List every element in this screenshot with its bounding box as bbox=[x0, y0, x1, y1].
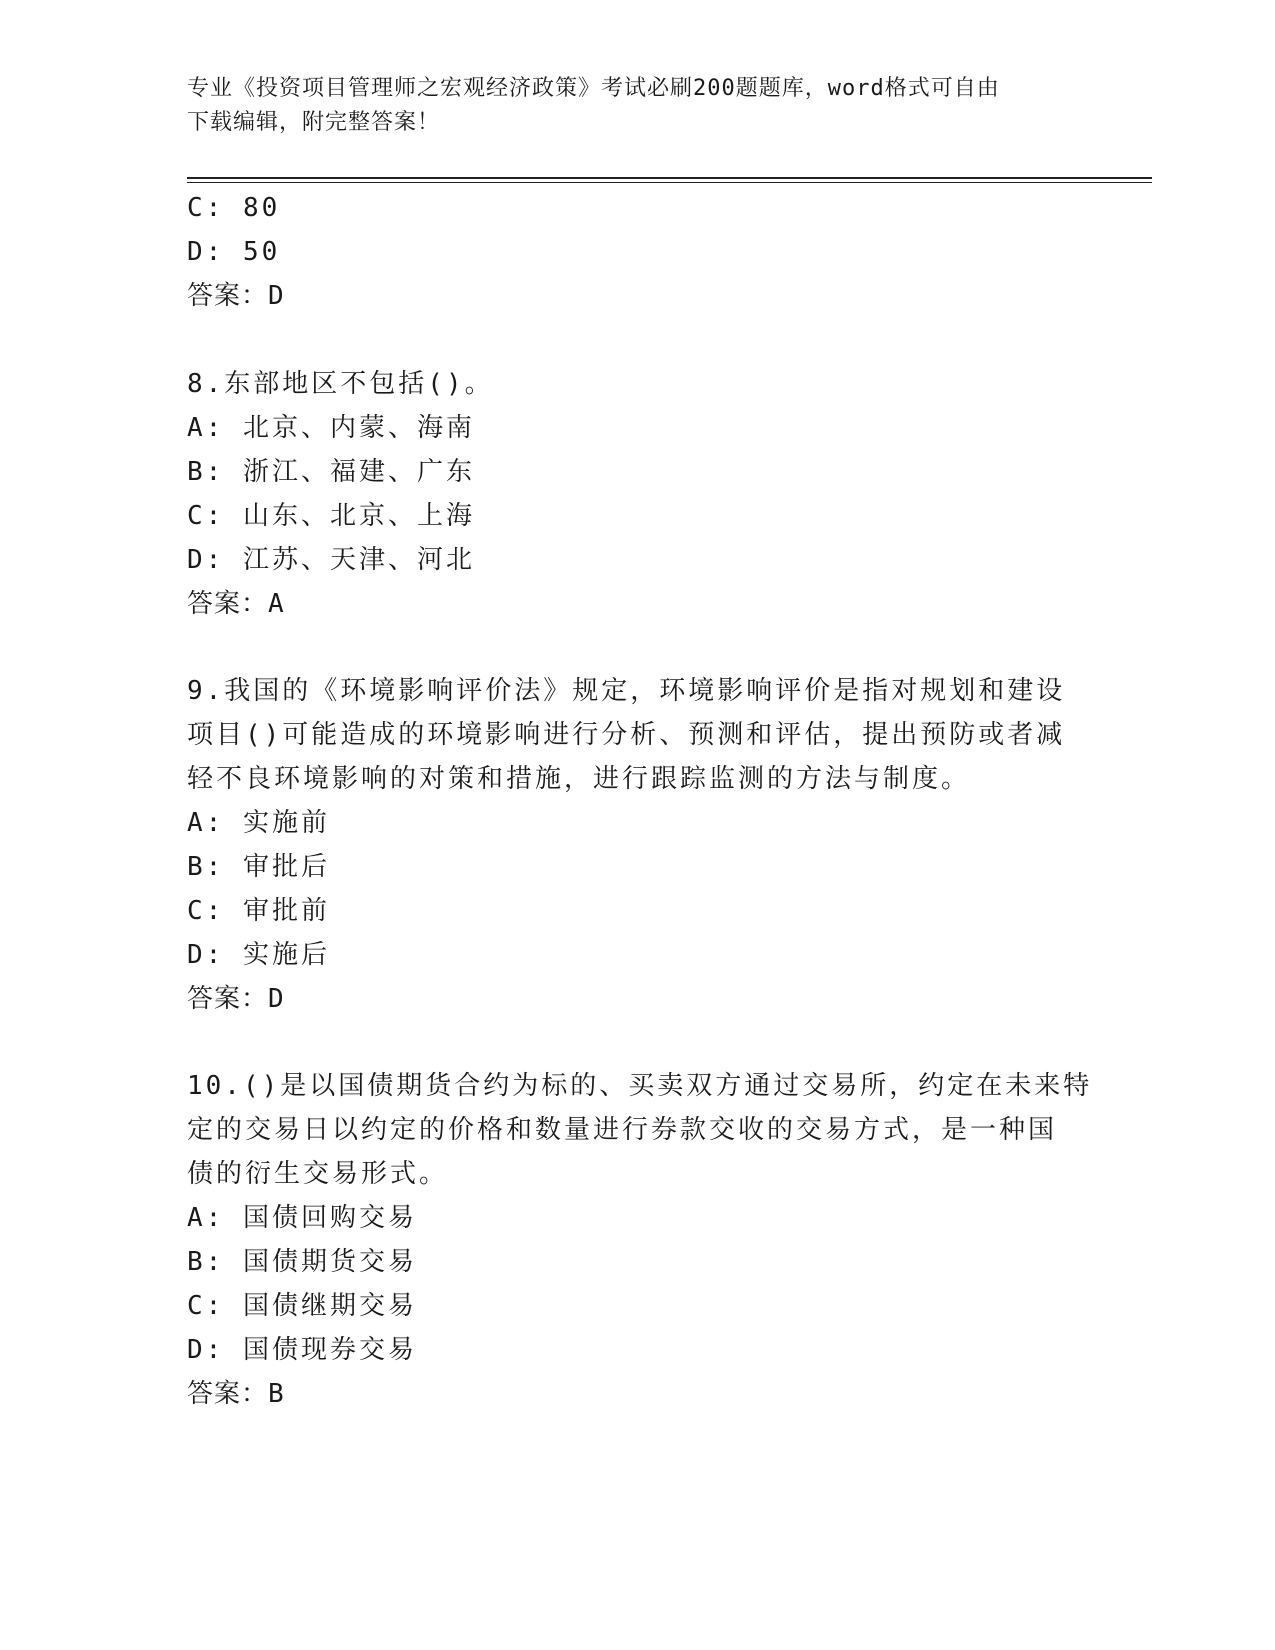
q8-option-a: A: 北京、内蒙、海南 bbox=[187, 413, 475, 443]
q10-stem-line-1: 10.()是以国债期货合约为标的、买卖双方通过交易所，约定在未来特 bbox=[187, 1071, 1093, 1101]
q9-answer: 答案：D bbox=[187, 984, 285, 1014]
q8-option-b: B: 浙江、福建、广东 bbox=[187, 457, 475, 487]
header-line-1: 专业《投资项目管理师之宏观经济政策》考试必刷200题题库，word格式可自由 bbox=[187, 76, 1000, 101]
q7-answer: 答案：D bbox=[187, 281, 285, 311]
header-divider bbox=[187, 177, 1152, 179]
q8-option-d: D: 江苏、天津、河北 bbox=[187, 545, 475, 575]
document-header bbox=[187, 72, 1087, 140]
q10-stem-line-2: 定的交易日以约定的价格和数量进行券款交收的交易方式，是一种国 bbox=[187, 1115, 1058, 1145]
q9-option-c: C: 审批前 bbox=[187, 896, 330, 926]
q9-option-d: D: 实施后 bbox=[187, 940, 330, 970]
q8-answer: 答案：A bbox=[187, 589, 285, 619]
q8-stem: 8.东部地区不包括()。 bbox=[187, 369, 494, 399]
q10-option-b: B: 国债期货交易 bbox=[187, 1247, 417, 1277]
q10-option-d: D: 国债现券交易 bbox=[187, 1335, 417, 1365]
q10-option-a: A: 国债回购交易 bbox=[187, 1203, 417, 1233]
q7-option-d: D: 50 bbox=[187, 237, 281, 267]
header-line-2: 下载编辑，附完整答案！ bbox=[187, 110, 441, 135]
q10-option-c: C: 国债继期交易 bbox=[187, 1291, 417, 1321]
header-divider-thin bbox=[187, 182, 1152, 183]
q8-option-c: C: 山东、北京、上海 bbox=[187, 501, 475, 531]
q10-answer: 答案：B bbox=[187, 1379, 285, 1409]
q9-option-b: B: 审批后 bbox=[187, 852, 330, 882]
q7-option-c: C: 80 bbox=[187, 193, 281, 223]
q9-stem-line-3: 轻不良环境影响的对策和措施，进行跟踪监测的方法与制度。 bbox=[187, 764, 971, 794]
q9-option-a: A: 实施前 bbox=[187, 808, 330, 838]
q10-stem-line-3: 债的衍生交易形式。 bbox=[187, 1159, 449, 1189]
q9-stem-line-1: 9.我国的《环境影响评价法》规定，环境影响评价是指对规划和建设 bbox=[187, 676, 1066, 706]
q9-stem-line-2: 项目()可能造成的环境影响进行分析、预测和评估，提出预防或者减 bbox=[187, 720, 1066, 750]
